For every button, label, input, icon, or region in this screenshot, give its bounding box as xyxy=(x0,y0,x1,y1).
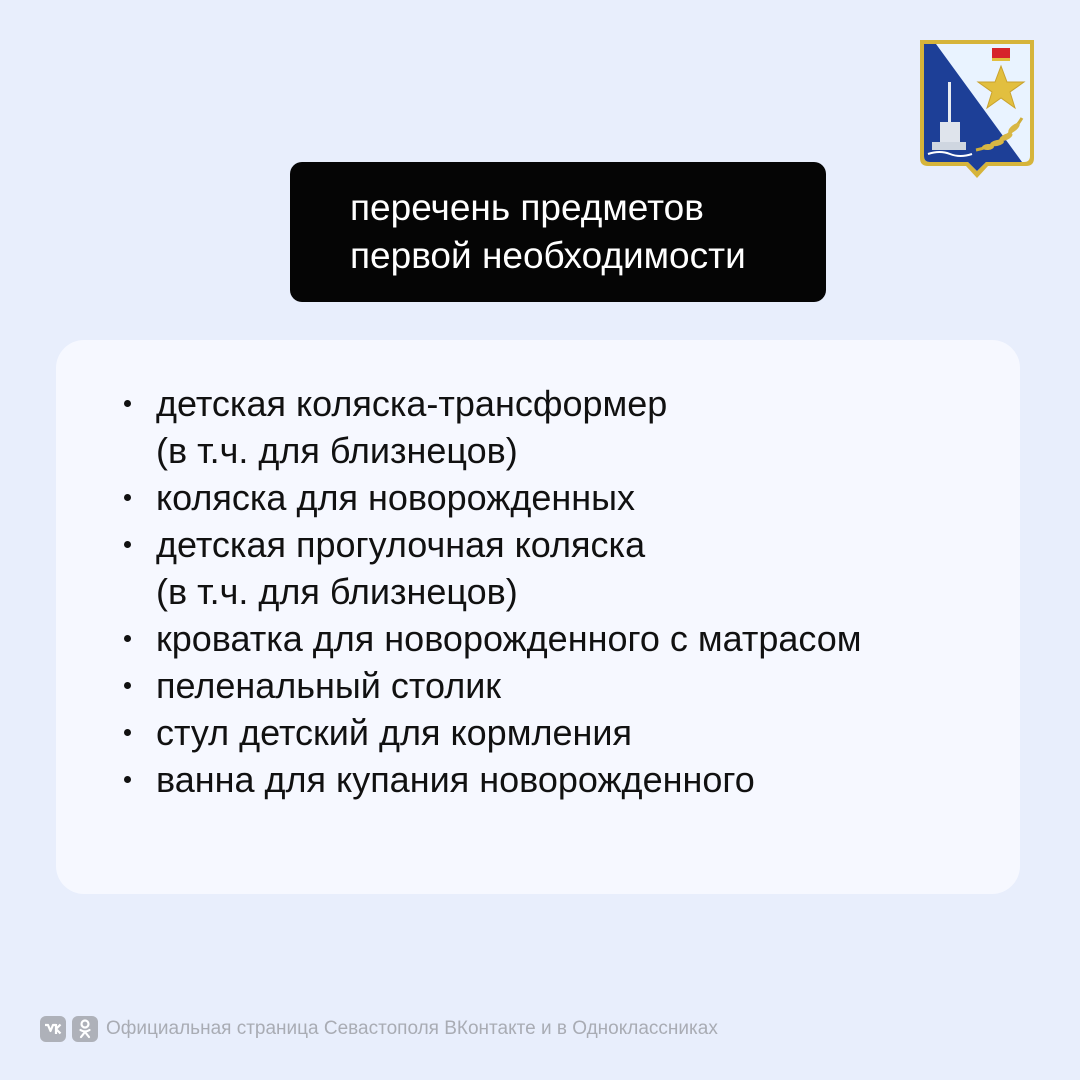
bullet-icon xyxy=(124,682,131,689)
list-item xyxy=(56,521,1020,615)
bullet-icon xyxy=(124,776,131,783)
list-item-text: ванна для купания новорожденного xyxy=(156,759,755,800)
list-item-text: коляска для новорожденных xyxy=(156,477,635,518)
list-item xyxy=(56,756,1020,803)
list-item-text: кроватка для новорожденного с матрасом xyxy=(156,618,862,659)
title-line-1: перечень предметов xyxy=(350,187,704,228)
list-item-text: стул детский для кормления xyxy=(156,712,632,753)
list-item-text-continuation: (в т.ч. для близнецов) xyxy=(156,430,518,471)
list-item-text: детская коляска-трансформер xyxy=(156,383,668,424)
coat-of-arms-icon xyxy=(918,38,1036,180)
items-list xyxy=(56,380,1020,803)
bullet-icon xyxy=(124,400,131,407)
footer-caption: Официальная страница Севастополя ВКонтакте и в Одноклассниках xyxy=(106,1018,718,1039)
list-item xyxy=(56,474,1020,521)
list-item xyxy=(56,380,1020,474)
list-item-text: детская прогулочная коляска xyxy=(156,524,646,565)
title-line-2: первой необходимости xyxy=(350,235,746,276)
title-box xyxy=(290,162,826,302)
sevastopol-coat-of-arms-logo xyxy=(918,38,1036,180)
list-item-text: пеленальный столик xyxy=(156,665,502,706)
vk-icon[interactable] xyxy=(40,1016,66,1042)
bullet-icon xyxy=(124,541,131,548)
bullet-icon xyxy=(124,729,131,736)
list-item xyxy=(56,709,1020,756)
odnoklassniki-icon[interactable] xyxy=(72,1016,98,1042)
list-item xyxy=(56,615,1020,662)
list-item xyxy=(56,662,1020,709)
bullet-icon xyxy=(124,494,131,501)
footer xyxy=(40,1016,718,1042)
items-card xyxy=(56,340,1020,894)
bullet-icon xyxy=(124,635,131,642)
list-item-text-continuation: (в т.ч. для близнецов) xyxy=(156,571,518,612)
